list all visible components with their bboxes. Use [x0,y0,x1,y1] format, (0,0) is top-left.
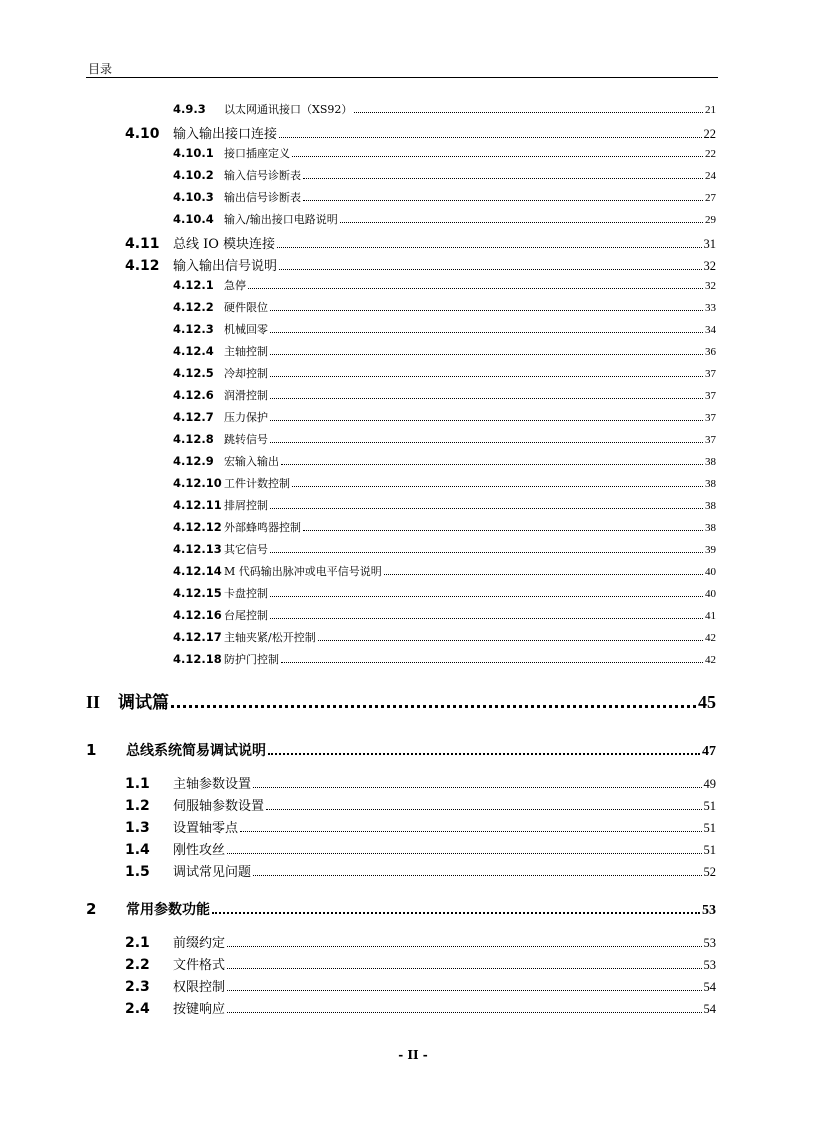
toc-entry[interactable] [173,431,716,447]
toc-entry[interactable] [125,861,716,880]
toc-entry-page: 40 [705,588,716,600]
dot-leader [253,787,701,788]
toc-entry-page: 51 [703,821,716,835]
toc-entry-page: 38 [705,522,716,534]
toc-entry-number: 4.10.2 [173,168,214,182]
toc-entry-title: 调试篇 [118,693,169,713]
dot-leader [227,1012,701,1013]
toc-entry-page: 53 [702,903,716,918]
toc-entry-title: 权限控制 [173,980,226,995]
toc-entry[interactable] [173,167,716,183]
toc-entry[interactable] [86,740,716,760]
toc-entry-title: 跳转信号 [224,433,268,446]
toc-entry[interactable] [173,101,716,117]
toc-entry-page: 49 [703,777,716,791]
dot-leader [354,112,703,113]
toc-entry-page: 37 [705,368,716,380]
toc-entry[interactable] [125,976,716,995]
toc-entry-title: 文件格式 [173,958,226,973]
dot-leader [292,156,703,157]
toc-entry[interactable] [173,387,716,403]
toc-entry[interactable] [125,839,716,858]
toc-entry-number: 1.3 [125,820,150,836]
dot-leader [171,705,696,708]
toc-entry-page: 54 [703,980,716,994]
toc-entry[interactable] [125,998,716,1017]
toc-entry-number: 4.12.1 [173,278,214,292]
toc-entry-number: 4.12.8 [173,432,214,446]
dot-leader [277,247,701,248]
dot-leader [292,486,703,487]
toc-entry-number: 4.9.3 [173,102,206,116]
toc-entry-number: II [86,692,101,712]
toc-entry-number: 4.12.9 [173,454,214,468]
dot-leader [279,137,701,138]
toc-entry-page: 38 [705,478,716,490]
toc-entry-number: 4.10.3 [173,190,214,204]
toc-entry-page: 53 [703,958,716,972]
toc-entry-title: 其它信号 [224,543,268,556]
toc-entry[interactable] [173,629,716,645]
toc-entry[interactable] [86,899,716,919]
toc-entry-number: 1 [86,741,97,759]
toc-entry[interactable] [173,189,716,205]
toc-entry-title: 主轴控制 [224,345,268,358]
toc-entry-title: 冷却控制 [224,367,268,380]
toc-entry-page: 29 [705,214,716,226]
toc-entry-page: 22 [705,148,716,160]
toc-entry-number: 4.12.5 [173,366,214,380]
page-number: - II - [398,1048,428,1062]
toc-entry-number: 4.12.17 [173,630,222,644]
toc-entry[interactable] [173,409,716,425]
toc-entry-title: M 代码输出脉冲或电平信号说明 [224,565,382,578]
toc-entry-page: 36 [705,346,716,358]
toc-entry-page: 37 [705,434,716,446]
toc-entry-number: 1.2 [125,798,150,814]
toc-entry-page: 27 [705,192,716,204]
toc-entry-title: 急停 [224,279,246,292]
dot-leader [212,912,700,914]
toc-entry[interactable] [173,475,716,491]
toc-entry-page: 34 [705,324,716,336]
toc-entry-page: 42 [705,654,716,666]
dot-leader [270,354,703,355]
dot-leader [227,853,701,854]
dot-leader [270,618,703,619]
toc-entry-title: 常用参数功能 [126,902,210,918]
toc-entry[interactable] [173,563,716,579]
toc-entry-title: 主轴参数设置 [173,777,252,792]
toc-entry-page: 52 [703,865,716,879]
toc-entry-number: 4.12.2 [173,300,214,314]
toc-entry-page: 38 [705,500,716,512]
toc-entry[interactable] [125,233,716,252]
toc-entry-title: 排屑控制 [224,499,268,512]
dot-leader [227,990,701,991]
toc-entry-number: 2.3 [125,979,150,995]
toc-entry-number: 4.12.15 [173,586,222,600]
toc-entry-page: 41 [705,610,716,622]
toc-entry-title: 输入信号诊断表 [224,169,301,182]
toc-entry-number: 2.2 [125,957,150,973]
toc-entry[interactable] [173,343,716,359]
dot-leader [303,178,703,179]
toc-entry-page: 53 [703,936,716,950]
dot-leader [303,530,703,531]
dot-leader [270,508,703,509]
toc-entry[interactable] [173,211,716,227]
dot-leader [279,269,701,270]
toc-entry-page: 37 [705,390,716,402]
toc-entry-title: 刚性攻丝 [173,843,226,858]
toc-entry[interactable] [173,651,716,667]
dot-leader [270,442,703,443]
dot-leader [270,398,703,399]
toc-entry[interactable] [173,607,716,623]
toc-entry-title: 总线系统简易调试说明 [126,743,266,759]
toc-entry-number: 4.12.6 [173,388,214,402]
toc-entry-title: 防护门控制 [224,653,279,666]
toc-entry-page: 51 [703,843,716,857]
toc-entry[interactable] [125,773,716,792]
toc-entry-title: 按键响应 [173,1002,226,1017]
toc-entry-number: 2.4 [125,1001,150,1017]
toc-entry-title: 前缀约定 [173,936,226,951]
toc-entry-page: 45 [698,692,716,712]
toc-entry-number: 4.10.1 [173,146,214,160]
toc-entry[interactable] [173,321,716,337]
toc-entry-number: 4.12.7 [173,410,214,424]
toc-entry-page: 24 [705,170,716,182]
toc-entry-page: 54 [703,1002,716,1016]
dot-leader [268,753,700,755]
toc-entry-title: 润滑控制 [224,389,268,402]
toc-entry-page: 31 [703,237,716,251]
toc-entry[interactable] [125,932,716,951]
toc-entry-title: 硬件限位 [224,301,268,314]
dot-leader [253,875,701,876]
toc-entry-title: 总线 IO 模块连接 [173,237,276,252]
toc-entry[interactable] [125,255,716,274]
toc-entry-title: 机械回零 [224,323,268,336]
toc-entry-title: 工件计数控制 [224,477,290,490]
toc-entry-title: 外部蜂鸣器控制 [224,521,301,534]
dot-leader [266,809,701,810]
toc-entry-title: 卡盘控制 [224,587,268,600]
toc-entry-title: 输出信号诊断表 [224,191,301,204]
dot-leader [240,831,701,832]
dot-leader [270,332,703,333]
toc-entry-number: 1.5 [125,864,150,880]
toc-entry[interactable] [125,817,716,836]
dot-leader [340,222,703,223]
toc-entry[interactable] [173,541,716,557]
toc-entry-title: 调试常见问题 [173,865,252,880]
toc-entry-number: 1.4 [125,842,150,858]
toc-entry-number: 4.12.11 [173,498,222,512]
toc-entry-number: 4.11 [125,236,160,252]
toc-entry-page: 47 [702,744,716,759]
toc-entry-page: 32 [705,280,716,292]
toc-entry-title: 以太网通讯接口（XS92） [224,103,353,116]
toc-entry-title: 主轴夹紧/松开控制 [224,631,316,644]
toc-entry-number: 4.12.4 [173,344,214,358]
toc-entry-title: 输入/输出接口电路说明 [224,213,338,226]
toc-entry[interactable] [173,453,716,469]
toc-entry-number: 4.12.12 [173,520,222,534]
toc-entry-title: 宏输入输出 [224,455,279,468]
toc-entry-number: 2.1 [125,935,150,951]
dot-leader [227,968,701,969]
toc-entry-page: 42 [705,632,716,644]
toc-entry-number: 1.1 [125,776,150,792]
dot-leader [281,464,703,465]
toc-entry[interactable] [173,277,716,293]
toc-entry-page: 51 [703,799,716,813]
toc-entry-number: 4.12.3 [173,322,214,336]
toc-entry-page: 21 [705,104,716,116]
toc-entry-title: 伺服轴参数设置 [173,799,265,814]
toc-entry[interactable] [86,688,716,713]
dot-leader [318,640,703,641]
toc-entry-page: 22 [703,127,716,141]
dot-leader [303,200,703,201]
toc-entry-title: 台尾控制 [224,609,268,622]
toc-entry[interactable] [125,954,716,973]
toc-entry-number: 4.12.10 [173,476,222,490]
toc-entry[interactable] [125,795,716,814]
dot-leader [281,662,703,663]
dot-leader [270,552,703,553]
toc-entry-page: 32 [703,259,716,273]
toc-entry-number: 4.12.16 [173,608,222,622]
toc-entry-page: 39 [705,544,716,556]
toc-entry-number: 4.12 [125,258,160,274]
dot-leader [248,288,703,289]
dot-leader [270,596,703,597]
toc-entry-page: 33 [705,302,716,314]
toc-entry-number: 4.12.13 [173,542,222,556]
toc-entry-title: 接口插座定义 [224,147,290,160]
toc-entry[interactable] [173,299,716,315]
toc-entry[interactable] [173,585,716,601]
toc-entry[interactable] [125,123,716,142]
toc-entry-number: 4.10 [125,126,160,142]
toc-entry-number: 4.10.4 [173,212,214,226]
dot-leader [270,376,703,377]
toc-entry-number: 4.12.18 [173,652,222,666]
dot-leader [270,310,703,311]
toc-entry-page: 38 [705,456,716,468]
toc-entry[interactable] [173,145,716,161]
toc-entry-title: 压力保护 [224,411,268,424]
toc-entry-number: 4.12.14 [173,564,222,578]
toc-entry-page: 37 [705,412,716,424]
toc-entry-title: 输入输出信号说明 [173,259,278,274]
toc-entry-number: 2 [86,900,97,918]
toc-entry[interactable] [173,497,716,513]
toc-entry-title: 输入输出接口连接 [173,127,278,142]
toc-entry[interactable] [173,365,716,381]
toc-entry[interactable] [173,519,716,535]
toc-entry-title: 设置轴零点 [173,821,239,836]
dot-leader [384,574,703,575]
toc-entry-page: 40 [705,566,716,578]
header-title: 目录 [88,62,113,76]
dot-leader [227,946,701,947]
dot-leader [270,420,703,421]
